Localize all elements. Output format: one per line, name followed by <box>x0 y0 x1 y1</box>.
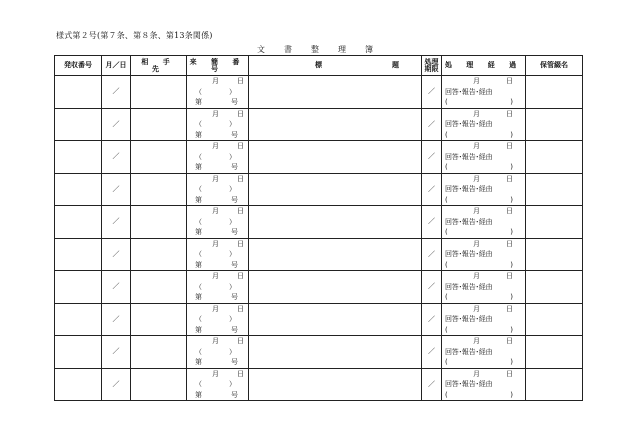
go-label: 号 <box>231 390 238 399</box>
history-paren <box>442 97 525 108</box>
incoming-number <box>187 292 248 303</box>
cell-processing-history[interactable] <box>442 141 526 174</box>
cell-subject[interactable] <box>249 368 422 401</box>
cell-incoming-no[interactable] <box>187 336 249 369</box>
cell-processing-history[interactable] <box>442 76 526 109</box>
deadline-slash: ／ <box>428 379 435 388</box>
history-month-day <box>442 76 525 87</box>
cell-processing-history[interactable] <box>442 238 526 271</box>
deadline-slash: ／ <box>428 152 435 161</box>
paren-close: ) <box>510 228 513 236</box>
day-label: 日 <box>237 239 244 248</box>
cell-date[interactable] <box>102 76 131 109</box>
cell-processing-history[interactable] <box>442 206 526 239</box>
cell-incoming-no[interactable] <box>187 238 249 271</box>
paren-close: ) <box>510 98 513 106</box>
incoming-month-day <box>187 336 248 347</box>
cell-processing-history[interactable] <box>442 271 526 304</box>
paren-close: ) <box>510 390 513 399</box>
date-slash: ／ <box>112 249 120 258</box>
cell-date[interactable] <box>102 206 131 239</box>
history-paren <box>442 292 525 303</box>
paren-close: ） <box>229 217 236 226</box>
paren-close: ） <box>229 120 236 128</box>
incoming-paren <box>187 119 248 130</box>
cell-outgoing-no[interactable] <box>55 76 102 109</box>
history-paren <box>442 227 525 238</box>
month-label: 月 <box>212 272 219 280</box>
cell-processing-history[interactable] <box>442 173 526 206</box>
cell-storage-file[interactable] <box>526 336 583 369</box>
deadline-slash: ／ <box>428 217 435 226</box>
cell-storage-file[interactable] <box>526 271 583 304</box>
history-month-day <box>442 336 525 347</box>
cell-counterpart[interactable] <box>131 368 187 401</box>
incoming-number <box>187 390 248 401</box>
cell-processing-deadline[interactable] <box>422 336 442 369</box>
cell-subject[interactable] <box>249 206 422 239</box>
paren-close: ） <box>229 380 236 388</box>
paren-close: ） <box>229 87 236 96</box>
dai-label: 第 <box>195 130 202 139</box>
deadline-slash: ／ <box>428 119 435 128</box>
cell-processing-deadline[interactable] <box>422 271 442 304</box>
cell-date[interactable] <box>102 303 131 336</box>
go-label: 号 <box>231 130 238 139</box>
go-label: 号 <box>231 260 238 269</box>
cell-incoming-no[interactable] <box>187 206 249 239</box>
cell-subject[interactable] <box>249 76 422 109</box>
reply-options: 回答･報告･経由 <box>445 347 493 356</box>
month-label: 月 <box>473 304 480 313</box>
day-label: 日 <box>237 142 244 150</box>
dai-label: 第 <box>195 293 202 301</box>
incoming-month-day <box>187 304 248 315</box>
date-slash: ／ <box>112 314 120 323</box>
cell-storage-file[interactable] <box>526 238 583 271</box>
paren-close: ) <box>510 325 513 334</box>
paren-close: ) <box>510 130 513 139</box>
incoming-paren <box>187 87 248 98</box>
cell-outgoing-no[interactable] <box>55 368 102 401</box>
paren-open: （ <box>195 250 202 258</box>
cell-storage-file[interactable] <box>526 76 583 109</box>
cell-date[interactable] <box>102 271 131 304</box>
incoming-paren <box>187 282 248 293</box>
paren-open: （ <box>195 347 202 356</box>
incoming-paren <box>187 249 248 260</box>
history-month-day <box>442 271 525 282</box>
paren-open: （ <box>195 152 202 161</box>
paren-close: ) <box>510 163 513 171</box>
cell-counterpart[interactable] <box>131 238 187 271</box>
cell-storage-file[interactable] <box>526 173 583 206</box>
col-processing-deadline: 処理期限 <box>422 56 442 76</box>
history-month-day <box>442 206 525 217</box>
deadline-slash: ／ <box>428 87 435 96</box>
incoming-month-day <box>187 271 248 282</box>
paren-open: ( <box>445 358 448 366</box>
paren-open: ( <box>445 130 448 139</box>
incoming-month-day <box>187 239 248 250</box>
cell-storage-file[interactable] <box>526 303 583 336</box>
dai-label: 第 <box>195 98 202 106</box>
deadline-slash: ／ <box>428 347 435 356</box>
cell-outgoing-no[interactable] <box>55 271 102 304</box>
day-label: 日 <box>237 77 244 85</box>
cell-outgoing-no[interactable] <box>55 108 102 141</box>
paren-close: ) <box>510 195 513 204</box>
cell-outgoing-no[interactable] <box>55 173 102 206</box>
month-label: 月 <box>473 77 480 85</box>
col-incoming-no: 来 簡 番 号 <box>187 56 249 76</box>
reply-options: 回答･報告･経由 <box>445 185 493 193</box>
day-label: 日 <box>237 174 244 183</box>
cell-date[interactable] <box>102 368 131 401</box>
incoming-month-day <box>187 76 248 87</box>
cell-storage-file[interactable] <box>526 368 583 401</box>
cell-incoming-no[interactable] <box>187 271 249 304</box>
incoming-number <box>187 325 248 336</box>
document-title: 文書整理簿 <box>257 45 392 54</box>
col-subject-right: 題 <box>392 61 399 69</box>
day-label: 日 <box>237 207 244 215</box>
cell-processing-history[interactable] <box>442 336 526 369</box>
cell-counterpart[interactable] <box>131 173 187 206</box>
cell-outgoing-no[interactable] <box>55 141 102 174</box>
incoming-month-day <box>187 141 248 152</box>
cell-storage-file[interactable] <box>526 206 583 239</box>
paren-open: ( <box>445 163 448 171</box>
cell-processing-deadline[interactable] <box>422 141 442 174</box>
cell-outgoing-no[interactable] <box>55 206 102 239</box>
paren-close: ) <box>510 358 513 366</box>
date-slash: ／ <box>112 379 120 388</box>
table-row <box>55 336 583 369</box>
month-label: 月 <box>473 142 480 150</box>
date-slash: ／ <box>112 152 120 161</box>
reply-options: 回答･報告･経由 <box>445 315 493 323</box>
history-month-day <box>442 109 525 120</box>
cell-counterpart[interactable] <box>131 108 187 141</box>
month-label: 月 <box>212 304 219 313</box>
go-label: 号 <box>231 293 238 301</box>
paren-open: ( <box>445 98 448 106</box>
month-label: 月 <box>473 207 480 215</box>
incoming-number <box>187 260 248 271</box>
paren-open: ( <box>445 293 448 301</box>
cell-processing-deadline[interactable] <box>422 206 442 239</box>
paren-open: （ <box>195 282 202 291</box>
paren-close: ) <box>510 260 513 269</box>
month-label: 月 <box>473 174 480 183</box>
cell-incoming-no[interactable] <box>187 173 249 206</box>
history-paren <box>442 130 525 141</box>
go-label: 号 <box>231 325 238 334</box>
day-label: 日 <box>506 304 513 313</box>
incoming-number <box>187 97 248 108</box>
incoming-month-day <box>187 369 248 380</box>
document-register-table <box>54 55 583 401</box>
paren-open: （ <box>195 315 202 323</box>
cell-incoming-no[interactable] <box>187 108 249 141</box>
reply-options: 回答･報告･経由 <box>445 250 493 258</box>
go-label: 号 <box>231 98 238 106</box>
reply-options: 回答･報告･経由 <box>445 152 493 161</box>
deadline-slash: ／ <box>428 184 435 193</box>
go-label: 号 <box>231 195 238 204</box>
table-row <box>55 368 583 401</box>
cell-storage-file[interactable] <box>526 108 583 141</box>
form-number-label: 様式第２号(第７条、第８条、第13条関係) <box>56 31 213 40</box>
dai-label: 第 <box>195 358 202 366</box>
cell-processing-history[interactable] <box>442 303 526 336</box>
table-row <box>55 206 583 239</box>
cell-date[interactable] <box>102 173 131 206</box>
month-label: 月 <box>212 109 219 118</box>
incoming-number <box>187 195 248 206</box>
history-paren <box>442 162 525 173</box>
deadline-slash: ／ <box>428 249 435 258</box>
history-month-day <box>442 304 525 315</box>
day-label: 日 <box>237 272 244 280</box>
cell-subject[interactable] <box>249 173 422 206</box>
cell-counterpart[interactable] <box>131 336 187 369</box>
incoming-paren <box>187 152 248 163</box>
paren-open: （ <box>195 120 202 128</box>
paren-close: ） <box>229 347 236 356</box>
month-label: 月 <box>212 369 219 378</box>
col-date: 月／日 <box>102 56 131 76</box>
day-label: 日 <box>506 369 513 378</box>
cell-counterpart[interactable] <box>131 206 187 239</box>
month-label: 月 <box>212 142 219 150</box>
incoming-month-day <box>187 174 248 185</box>
cell-storage-file[interactable] <box>526 141 583 174</box>
date-slash: ／ <box>112 87 120 96</box>
cell-counterpart[interactable] <box>131 271 187 304</box>
month-label: 月 <box>473 369 480 378</box>
deadline-slash: ／ <box>428 314 435 323</box>
paren-close: ） <box>229 185 236 193</box>
paren-open: ( <box>445 228 448 236</box>
paren-close: ） <box>229 250 236 258</box>
cell-processing-deadline[interactable] <box>422 368 442 401</box>
table-row <box>55 108 583 141</box>
cell-processing-history[interactable] <box>442 368 526 401</box>
col-counterpart: 相 手 先 <box>131 56 187 76</box>
incoming-paren <box>187 347 248 358</box>
reply-options: 回答･報告･経由 <box>445 87 493 96</box>
month-label: 月 <box>212 239 219 248</box>
table-row <box>55 271 583 304</box>
cell-counterpart[interactable] <box>131 141 187 174</box>
dai-label: 第 <box>195 195 202 204</box>
paren-close: ） <box>229 315 236 323</box>
date-slash: ／ <box>112 282 120 291</box>
cell-subject[interactable] <box>249 336 422 369</box>
cell-subject[interactable] <box>249 141 422 174</box>
cell-date[interactable] <box>102 108 131 141</box>
col-processing-history: 処 理 経 過 <box>442 56 526 76</box>
reply-options: 回答･報告･経由 <box>445 282 493 291</box>
month-label: 月 <box>212 77 219 85</box>
paren-close: ） <box>229 282 236 291</box>
table-row <box>55 303 583 336</box>
cell-date[interactable] <box>102 336 131 369</box>
cell-processing-deadline[interactable] <box>422 238 442 271</box>
cell-date[interactable] <box>102 141 131 174</box>
month-label: 月 <box>473 109 480 118</box>
cell-counterpart[interactable] <box>131 76 187 109</box>
paren-open: ( <box>445 325 448 334</box>
cell-counterpart[interactable] <box>131 303 187 336</box>
incoming-number <box>187 227 248 238</box>
history-month-day <box>442 141 525 152</box>
history-month-day <box>442 239 525 250</box>
history-paren <box>442 390 525 401</box>
cell-date[interactable] <box>102 238 131 271</box>
incoming-number <box>187 162 248 173</box>
table-row <box>55 238 583 271</box>
table-row <box>55 173 583 206</box>
day-label: 日 <box>237 337 244 345</box>
paren-open: （ <box>195 185 202 193</box>
dai-label: 第 <box>195 390 202 399</box>
cell-processing-deadline[interactable] <box>422 76 442 109</box>
paren-close: ） <box>229 152 236 161</box>
dai-label: 第 <box>195 325 202 334</box>
dai-label: 第 <box>195 260 202 269</box>
cell-subject[interactable] <box>249 108 422 141</box>
history-paren <box>442 195 525 206</box>
month-label: 月 <box>473 337 480 345</box>
cell-outgoing-no[interactable] <box>55 238 102 271</box>
day-label: 日 <box>506 272 513 280</box>
history-month-day <box>442 369 525 380</box>
history-paren <box>442 325 525 336</box>
go-label: 号 <box>231 358 238 366</box>
cell-subject[interactable] <box>249 271 422 304</box>
cell-incoming-no[interactable] <box>187 141 249 174</box>
incoming-number <box>187 130 248 141</box>
day-label: 日 <box>237 304 244 313</box>
day-label: 日 <box>506 142 513 150</box>
header-row <box>55 56 583 76</box>
col-storage-file: 保管綴名 <box>526 56 583 76</box>
cell-processing-deadline[interactable] <box>422 303 442 336</box>
cell-outgoing-no[interactable] <box>55 303 102 336</box>
date-slash: ／ <box>112 184 120 193</box>
cell-subject[interactable] <box>249 238 422 271</box>
date-slash: ／ <box>112 347 120 356</box>
col-outgoing-no: 発収番号 <box>55 56 102 76</box>
incoming-paren <box>187 314 248 325</box>
date-slash: ／ <box>112 119 120 128</box>
paren-open: ( <box>445 195 448 204</box>
incoming-month-day <box>187 109 248 120</box>
month-label: 月 <box>212 337 219 345</box>
history-paren <box>442 357 525 368</box>
go-label: 号 <box>231 228 238 236</box>
reply-options: 回答･報告･経由 <box>445 380 493 388</box>
day-label: 日 <box>237 109 244 118</box>
incoming-paren <box>187 217 248 228</box>
incoming-number <box>187 357 248 368</box>
day-label: 日 <box>506 174 513 183</box>
reply-options: 回答･報告･経由 <box>445 120 493 128</box>
month-label: 月 <box>212 207 219 215</box>
table-row <box>55 141 583 174</box>
cell-processing-history[interactable] <box>442 108 526 141</box>
paren-open: （ <box>195 380 202 388</box>
month-label: 月 <box>473 239 480 248</box>
date-slash: ／ <box>112 217 120 226</box>
month-label: 月 <box>473 272 480 280</box>
col-subject <box>249 56 422 76</box>
deadline-slash: ／ <box>428 282 435 291</box>
table-row <box>55 76 583 109</box>
go-label: 号 <box>231 163 238 171</box>
paren-close: ) <box>510 293 513 301</box>
paren-open: （ <box>195 217 202 226</box>
cell-subject[interactable] <box>249 303 422 336</box>
day-label: 日 <box>506 109 513 118</box>
register-body <box>55 76 583 401</box>
cell-incoming-no[interactable] <box>187 76 249 109</box>
paren-open: ( <box>445 390 448 399</box>
cell-outgoing-no[interactable] <box>55 336 102 369</box>
incoming-month-day <box>187 206 248 217</box>
history-paren <box>442 260 525 271</box>
cell-processing-deadline[interactable] <box>422 108 442 141</box>
month-label: 月 <box>212 174 219 183</box>
day-label: 日 <box>506 337 513 345</box>
incoming-paren <box>187 379 248 390</box>
paren-open: （ <box>195 87 202 96</box>
reply-options: 回答･報告･経由 <box>445 217 493 226</box>
col-subject-left: 標 <box>315 61 322 69</box>
paren-open: ( <box>445 260 448 269</box>
cell-incoming-no[interactable] <box>187 368 249 401</box>
day-label: 日 <box>506 239 513 248</box>
day-label: 日 <box>506 77 513 85</box>
day-label: 日 <box>237 369 244 378</box>
day-label: 日 <box>506 207 513 215</box>
dai-label: 第 <box>195 228 202 236</box>
dai-label: 第 <box>195 163 202 171</box>
incoming-paren <box>187 184 248 195</box>
cell-incoming-no[interactable] <box>187 303 249 336</box>
cell-processing-deadline[interactable] <box>422 173 442 206</box>
history-month-day <box>442 174 525 185</box>
